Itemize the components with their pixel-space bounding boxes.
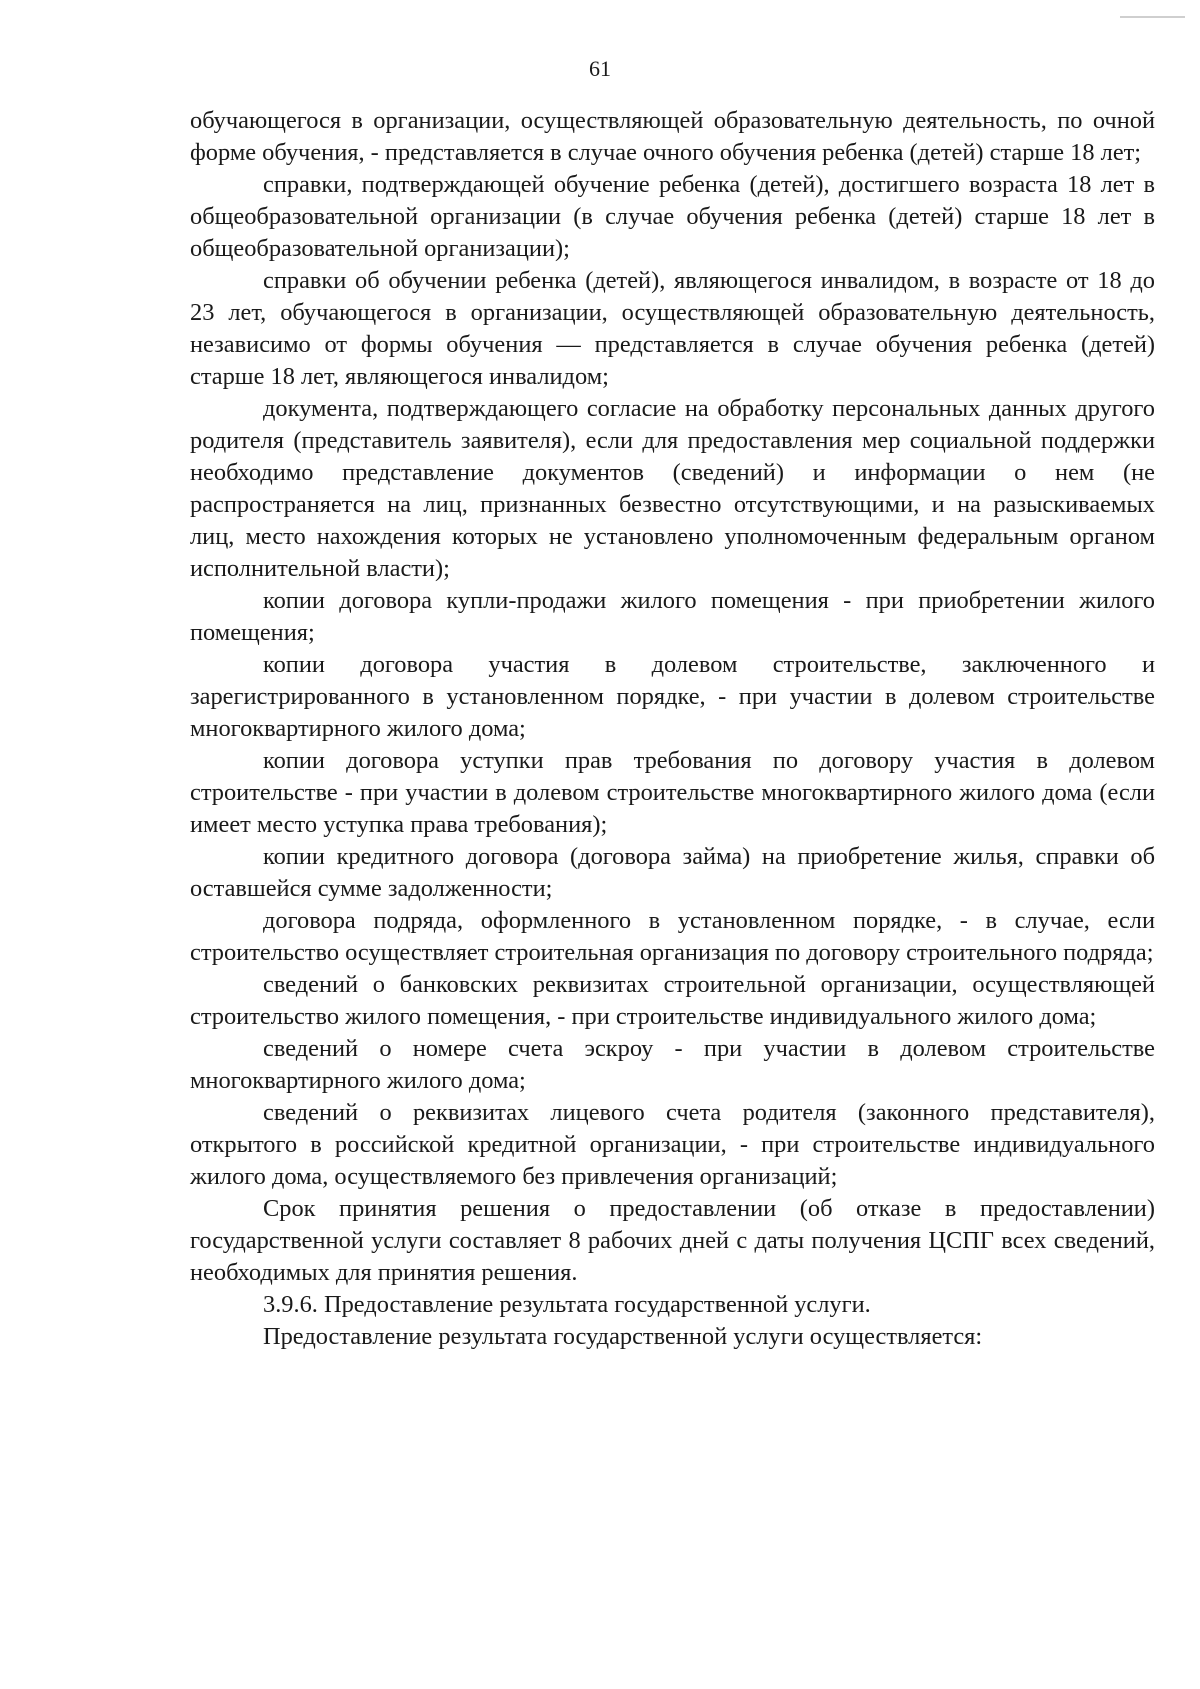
paragraph-2: справки, подтверждающей обучение ребенка (детей), достигшего возраста 18 лет в общеобразовательной организации (в случае обучения ребенка (детей) старше 18 лет в общеобразовательной организации); xyxy=(190,171,1155,262)
paragraph-10: сведений о банковских реквизитах строительной организации, осуществляющей строительство жилого помещения, - при строительстве индивидуального жилого дома; xyxy=(190,971,1155,1030)
paragraph-3: справки об обучении ребенка (детей), являющегося инвалидом, в возрасте от 18 до 23 лет, обучающегося в организации, осуществляющей образовательную деятельность, независимо от формы обучения — представляется в случае обучения ребенка (детей) старше 18 лет, являющегося инвалидом; xyxy=(190,267,1155,390)
paragraph-6: копии договора участия в долевом строительстве, заключенного и зарегистрированного в установленном порядке, - при участии в долевом строительстве многоквартирного жилого дома; xyxy=(190,651,1155,742)
paragraph-9: договора подряда, оформленного в установленном порядке, - в случае, если строительство осуществляет строительная организация по договору строительного подряда; xyxy=(190,907,1155,966)
paragraph-12: сведений о реквизитах лицевого счета родителя (законного представителя), открытого в российской кредитной организации, - при строительстве индивидуального жилого дома, осуществляемого без привлечения организаций; xyxy=(190,1099,1155,1190)
paragraph-11: сведений о номере счета эскроу - при участии в долевом строительстве многоквартирного жилого дома; xyxy=(190,1035,1155,1094)
paragraph-15: Предоставление результата государственной услуги осуществляется: xyxy=(263,1323,983,1350)
paragraph-13: Срок принятия решения о предоставлении (об отказе в предоставлении) государственной услуги составляет 8 рабочих дней с даты получения ЦСПГ всех сведений, необходимых для принятия решения. xyxy=(190,1195,1155,1286)
paragraph-1: обучающегося в организации, осуществляющей образовательную деятельность, по очной форме обучения, - представляется в случае очного обучения ребенка (детей) старше 18 лет; xyxy=(190,107,1155,166)
section-heading-3-9-6: 3.9.6. Предоставление результата государственной услуги. xyxy=(263,1291,871,1318)
paragraph-4: документа, подтверждающего согласие на обработку персональных данных другого родителя (представитель заявителя), если для предоставления мер социальной поддержки необходимо представление документов (сведений) и информации о нем (не распространяется на лиц, признанных безвестно отсутствующими, и на разыскиваемых лиц, место нахождения которых не установлено уполномоченным федеральным органом исполнительной власти); xyxy=(190,395,1155,582)
page-number: 61 xyxy=(589,56,611,81)
scan-edge-mark xyxy=(1120,16,1185,18)
paragraph-5: копии договора купли-продажи жилого помещения - при приобретении жилого помещения; xyxy=(190,587,1155,646)
document-body xyxy=(190,105,1155,1353)
paragraph-8: копии кредитного договора (договора займа) на приобретение жилья, справки об оставшейся сумме задолженности; xyxy=(190,843,1155,902)
paragraph-7: копии договора уступки прав требования по договору участия в долевом строительстве - при участии в долевом строительстве многоквартирного жилого дома (если имеет место уступка права требования); xyxy=(190,747,1155,838)
